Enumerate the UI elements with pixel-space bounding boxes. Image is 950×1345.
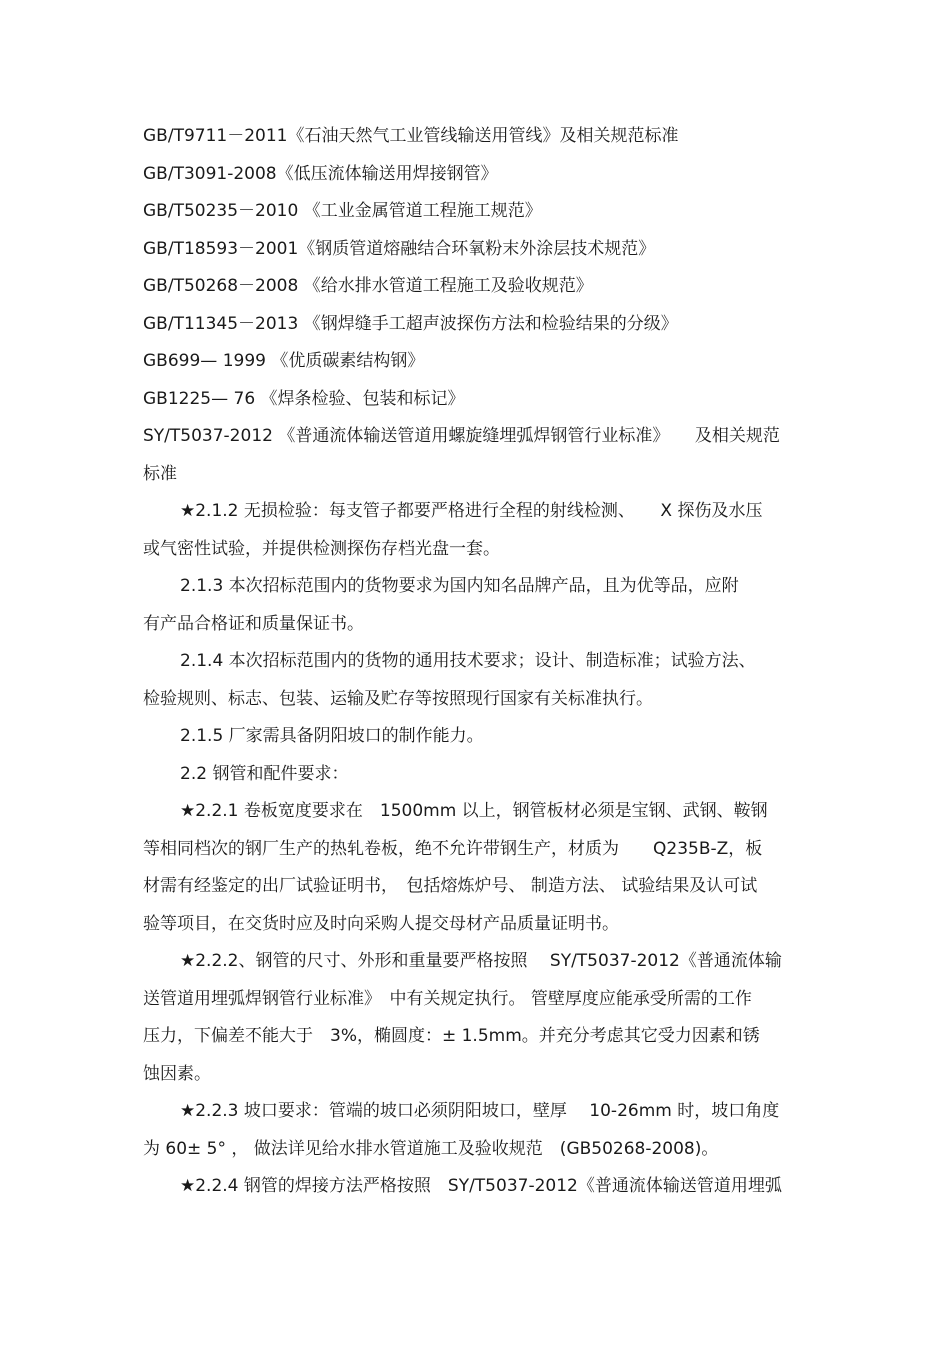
- paragraph-2-1-5: 2.1.5 厂家需具备阴阳坡口的制作能力。: [180, 726, 484, 746]
- standard-item-gbt3091: GB/T3091-2008《低压流体输送用焊接钢管》: [143, 163, 498, 184]
- paragraph-2-2-2-line4: 蚀因素。: [143, 1063, 211, 1084]
- paragraph-2-2-1-line4: 验等项目，在交货时应及时向采购人提交母材产品质量证明书。: [143, 913, 619, 934]
- paragraph-2-2-1-line3: 材需有经鉴定的出厂试验证明书， 包括熔炼炉号、 制造方法、 试验结果及认可试: [143, 876, 758, 896]
- standard-item-gb1225: GB1225— 76 《焊条检验、包装和标记》: [143, 388, 465, 409]
- standard-item-gbt50268: GB/T50268－2008 《给水排水管道工程施工及验收规范》: [143, 276, 593, 296]
- paragraph-2-1-3-line1: 2.1.3 本次招标范围内的货物要求为国内知名品牌产品，且为优等品，应附: [180, 576, 739, 596]
- paragraph-2-2-1-line2: 等相同档次的钢厂生产的热轧卷板，绝不允许带钢生产，材质为 Q235B-Z，板: [143, 838, 763, 859]
- paragraph-2-1-2-line1: ★2.1.2 无损检验：每支管子都要严格进行全程的射线检测、 X 探伤及水压: [180, 501, 763, 521]
- paragraph-2-2-3-line1: ★2.2.3 坡口要求：管端的坡口必须阴阳坡口，壁厚 10-26mm 时，坡口角度: [180, 1101, 780, 1121]
- paragraph-2-1-2-line2: 或气密性试验，并提供检测探伤存档光盘一套。: [143, 538, 500, 559]
- standard-item-gb699: GB699— 1999 《优质碳素结构钢》: [143, 351, 425, 371]
- paragraph-2-1-4-line1: 2.1.4 本次招标范围内的货物的通用技术要求；设计、制造标准；试验方法、: [180, 651, 756, 671]
- section-heading-2-2: 2.2 钢管和配件要求：: [180, 763, 349, 784]
- standard-item-gbt11345: GB/T11345－2013 《钢焊缝手工超声波探伤方法和检验结果的分级》: [143, 313, 678, 334]
- paragraph-2-1-4-line2: 检验规则、标志、包装、运输及贮存等按照现行国家有关标准执行。: [143, 688, 653, 709]
- paragraph-2-2-4-line1: ★2.2.4 钢管的焊接方法严格按照 SY/T5037-2012《普通流体输送管道用埋弧: [180, 1176, 782, 1196]
- paragraph-2-2-2-line1: ★2.2.2、钢管的尺寸、外形和重量要严格按照 SY/T5037-2012《普通流体输: [180, 951, 782, 971]
- paragraph-2-2-2-line3: 压力，下偏差不能大于 3%，椭圆度：± 1.5mm。并充分考虑其它受力因素和锈: [143, 1026, 760, 1046]
- document-page: [143, 118, 808, 1206]
- paragraph-2-1-3-line2: 有产品合格证和质量保证书。: [143, 613, 364, 634]
- standard-item-gbt18593: GB/T18593－2001《钢质管道熔融结合环氧粉末外涂层技术规范》: [143, 238, 656, 259]
- paragraph-2-2-1-line1: ★2.2.1 卷板宽度要求在 1500mm 以上，钢管板材必须是宝钢、武钢、鞍钢: [180, 801, 768, 821]
- paragraph-2-2-3-line2: 为 60± 5° ， 做法详见给水排水管道施工及验收规范 (GB50268-2008)。: [143, 1138, 719, 1159]
- paragraph-2-2-2-line2: 送管道用埋弧焊钢管行业标准》 中有关规定执行。 管壁厚度应能承受所需的工作: [143, 988, 752, 1009]
- standard-item-gbt50235: GB/T50235－2010 《工业金属管道工程施工规范》: [143, 201, 542, 221]
- standard-item-syt5037-line2: 标准: [143, 463, 177, 484]
- standard-item-gbt9711: GB/T9711－2011《石油天然气工业管线输送用管线》及相关规范标准: [143, 126, 679, 146]
- standard-item-syt5037-line1: SY/T5037-2012 《普通流体输送管道用螺旋缝埋弧焊钢管行业标准》 及相关规范: [143, 426, 780, 446]
